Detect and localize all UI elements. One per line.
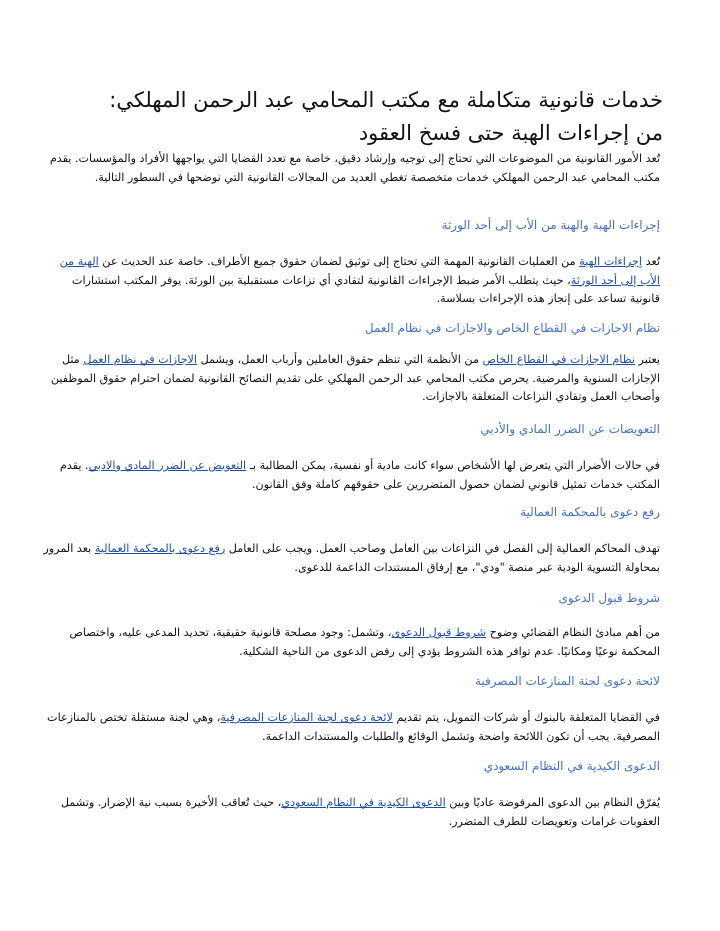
section-heading-leave-system: نظام الاجازات في القطاع الخاص والاجازات في نظام العمل bbox=[364, 321, 660, 335]
document-title: خدمات قانونية متكاملة مع مكتب المحامي عبد الرحمن المهلكي: من إجراءات الهبة حتى فسخ العقود bbox=[109, 88, 663, 145]
paragraph-text: تهدف المحاكم العمالية إلى الفصل في النزاعات بين العامل وصاحب العمل. ويجب على العامل bbox=[225, 542, 660, 555]
link-labor-law-leave[interactable]: الاجازات في نظام العمل bbox=[83, 353, 198, 366]
section-heading-gift-procedures: إجراءات الهبة والهبة من الأب إلى أحد الورثة bbox=[441, 218, 660, 232]
paragraph-text: تُعد bbox=[642, 255, 660, 268]
section-paragraph-lawsuit-conditions bbox=[40, 624, 660, 661]
section-heading-lawsuit-conditions: شروط قبول الدعوى bbox=[558, 591, 660, 605]
paragraph-text: . يقدم المكتب خدمات تمثيل قانوني لضمان حصول المتضررين على حقوقهم كاملة وفق القانون. bbox=[59, 459, 660, 491]
paragraph-text: في حالات الأضرار التي يتعرض لها الأشخاص سواء كانت مادية أو نفسية، يمكن المطالبة بـ bbox=[246, 459, 660, 472]
section-paragraph-gift-procedures bbox=[40, 253, 660, 309]
section-paragraph-labor-court bbox=[40, 540, 660, 577]
paragraph-text: ، حيث تُعاقب الأخيرة بسبب نية الإضرار. وتشمل العقوبات غرامات وتعويضات للطرف المتضرر. bbox=[60, 796, 660, 828]
link-lawsuit-acceptance-conditions[interactable]: شروط قبول الدعوى bbox=[391, 626, 487, 639]
section-heading-malicious-lawsuit: الدعوى الكيدية في النظام السعودي bbox=[483, 759, 660, 773]
paragraph-text: بعد المرور بمحاولة التسوية الودية عبر منصة "ودي"، مع إرفاق المستندات الداعمة للدعوى. bbox=[43, 542, 660, 574]
paragraph-text: ، وهي لجنة مستقلة تختص بالمنازعات المصرفية. يجب أن تكون اللائحة واضحة وتشمل الوقائع والطلبات والمستندات الداعمة. bbox=[47, 711, 660, 743]
link-banking-disputes-claim[interactable]: لائحة دعوى لجنة المنازعات المصرفية bbox=[220, 711, 393, 724]
paragraph-text: من الأنظمة التي تنظم حقوق العاملين وأرباب العمل، ويشمل bbox=[197, 353, 483, 366]
paragraph-text: ، حيث يتطلب الأمر ضبط الإجراءات القانونية لتفادي أي نزاعات مستقبلية بين الورثة. يوفر المكتب استشارات قانونية تساعد على إنجاز هذه الإجراءات بسلاسة. bbox=[71, 273, 660, 305]
link-damage-compensation[interactable]: التعويض عن الضرر المادي والادبي bbox=[88, 459, 247, 472]
section-paragraph-banking-disputes bbox=[40, 709, 660, 746]
section-heading-labor-court: رفع دعوى بالمحكمة العمالية bbox=[520, 505, 660, 519]
link-private-sector-leave[interactable]: نظام الاجازات في القطاع الخاص bbox=[482, 353, 635, 366]
link-gift-procedures[interactable]: إجراءات الهبة bbox=[579, 255, 643, 268]
section-paragraph-malicious-lawsuit bbox=[40, 794, 660, 831]
link-gift-father-to-heir[interactable]: الهبة من الأب إلى أحد الورثة bbox=[59, 255, 660, 287]
section-paragraph-compensation bbox=[40, 457, 660, 494]
paragraph-text: من العمليات القانونية المهمة التي تحتاج إلى توثيق لضمان حقوق جميع الأطراف. خاصة عند الحديث عن bbox=[98, 255, 580, 268]
section-heading-compensation: التعويضات عن الضرر المادي والأدبي bbox=[480, 422, 660, 436]
paragraph-text: في القضايا المتعلقة بالبنوك أو شركات التمويل، يتم تقديم bbox=[392, 711, 660, 724]
paragraph-text: من أهم مبادئ النظام القضائي وضوح bbox=[486, 626, 660, 639]
link-labor-court-lawsuit[interactable]: رفع دعوى بالمحكمة العمالية bbox=[94, 542, 226, 555]
paragraph-text: يُفرّق النظام بين الدعوى المرفوضة عاديًا وبين bbox=[445, 796, 660, 809]
paragraph-text: مثل الإجازات السنوية والمرضية. يحرص مكتب المحامي عبد الرحمن المهلكي على تقديم النصائح القانونية لضمان احترام حقوق الموظفين وأصحاب العمل وتفادي النزاعات المتعلقة بالاجازات. bbox=[50, 353, 660, 403]
link-malicious-lawsuit[interactable]: الدعوى الكيدية في النظام السعودي bbox=[281, 796, 446, 809]
paragraph-text: يعتبر bbox=[635, 353, 660, 366]
section-paragraph-leave-system bbox=[40, 351, 660, 407]
intro-paragraph: تُعد الأمور القانونية من الموضوعات التي تحتاج إلى توجيه وإرشاد دقيق، خاصة مع تعدد القضايا التي يواجهها الأفراد والمؤسسات. يقدم مكتب المحامي عبد الرحمن المهلكي خدمات متخصصة تغطي العديد من المجالات القانونية التي نوضحها في السطور التالية. bbox=[49, 152, 660, 184]
section-heading-banking-disputes: لائحة دعوى لجنة المنازعات المصرفية bbox=[474, 674, 660, 688]
paragraph-text: ، وتشمل: وجود مصلحة قانونية حقيقية، تحديد المدعى عليه، واختصاص المحكمة نوعيًا ومكانيًا. عدم توافر هذه الشروط يؤدي إلى رفض الدعوى من الناحية الشكلية. bbox=[69, 626, 660, 658]
